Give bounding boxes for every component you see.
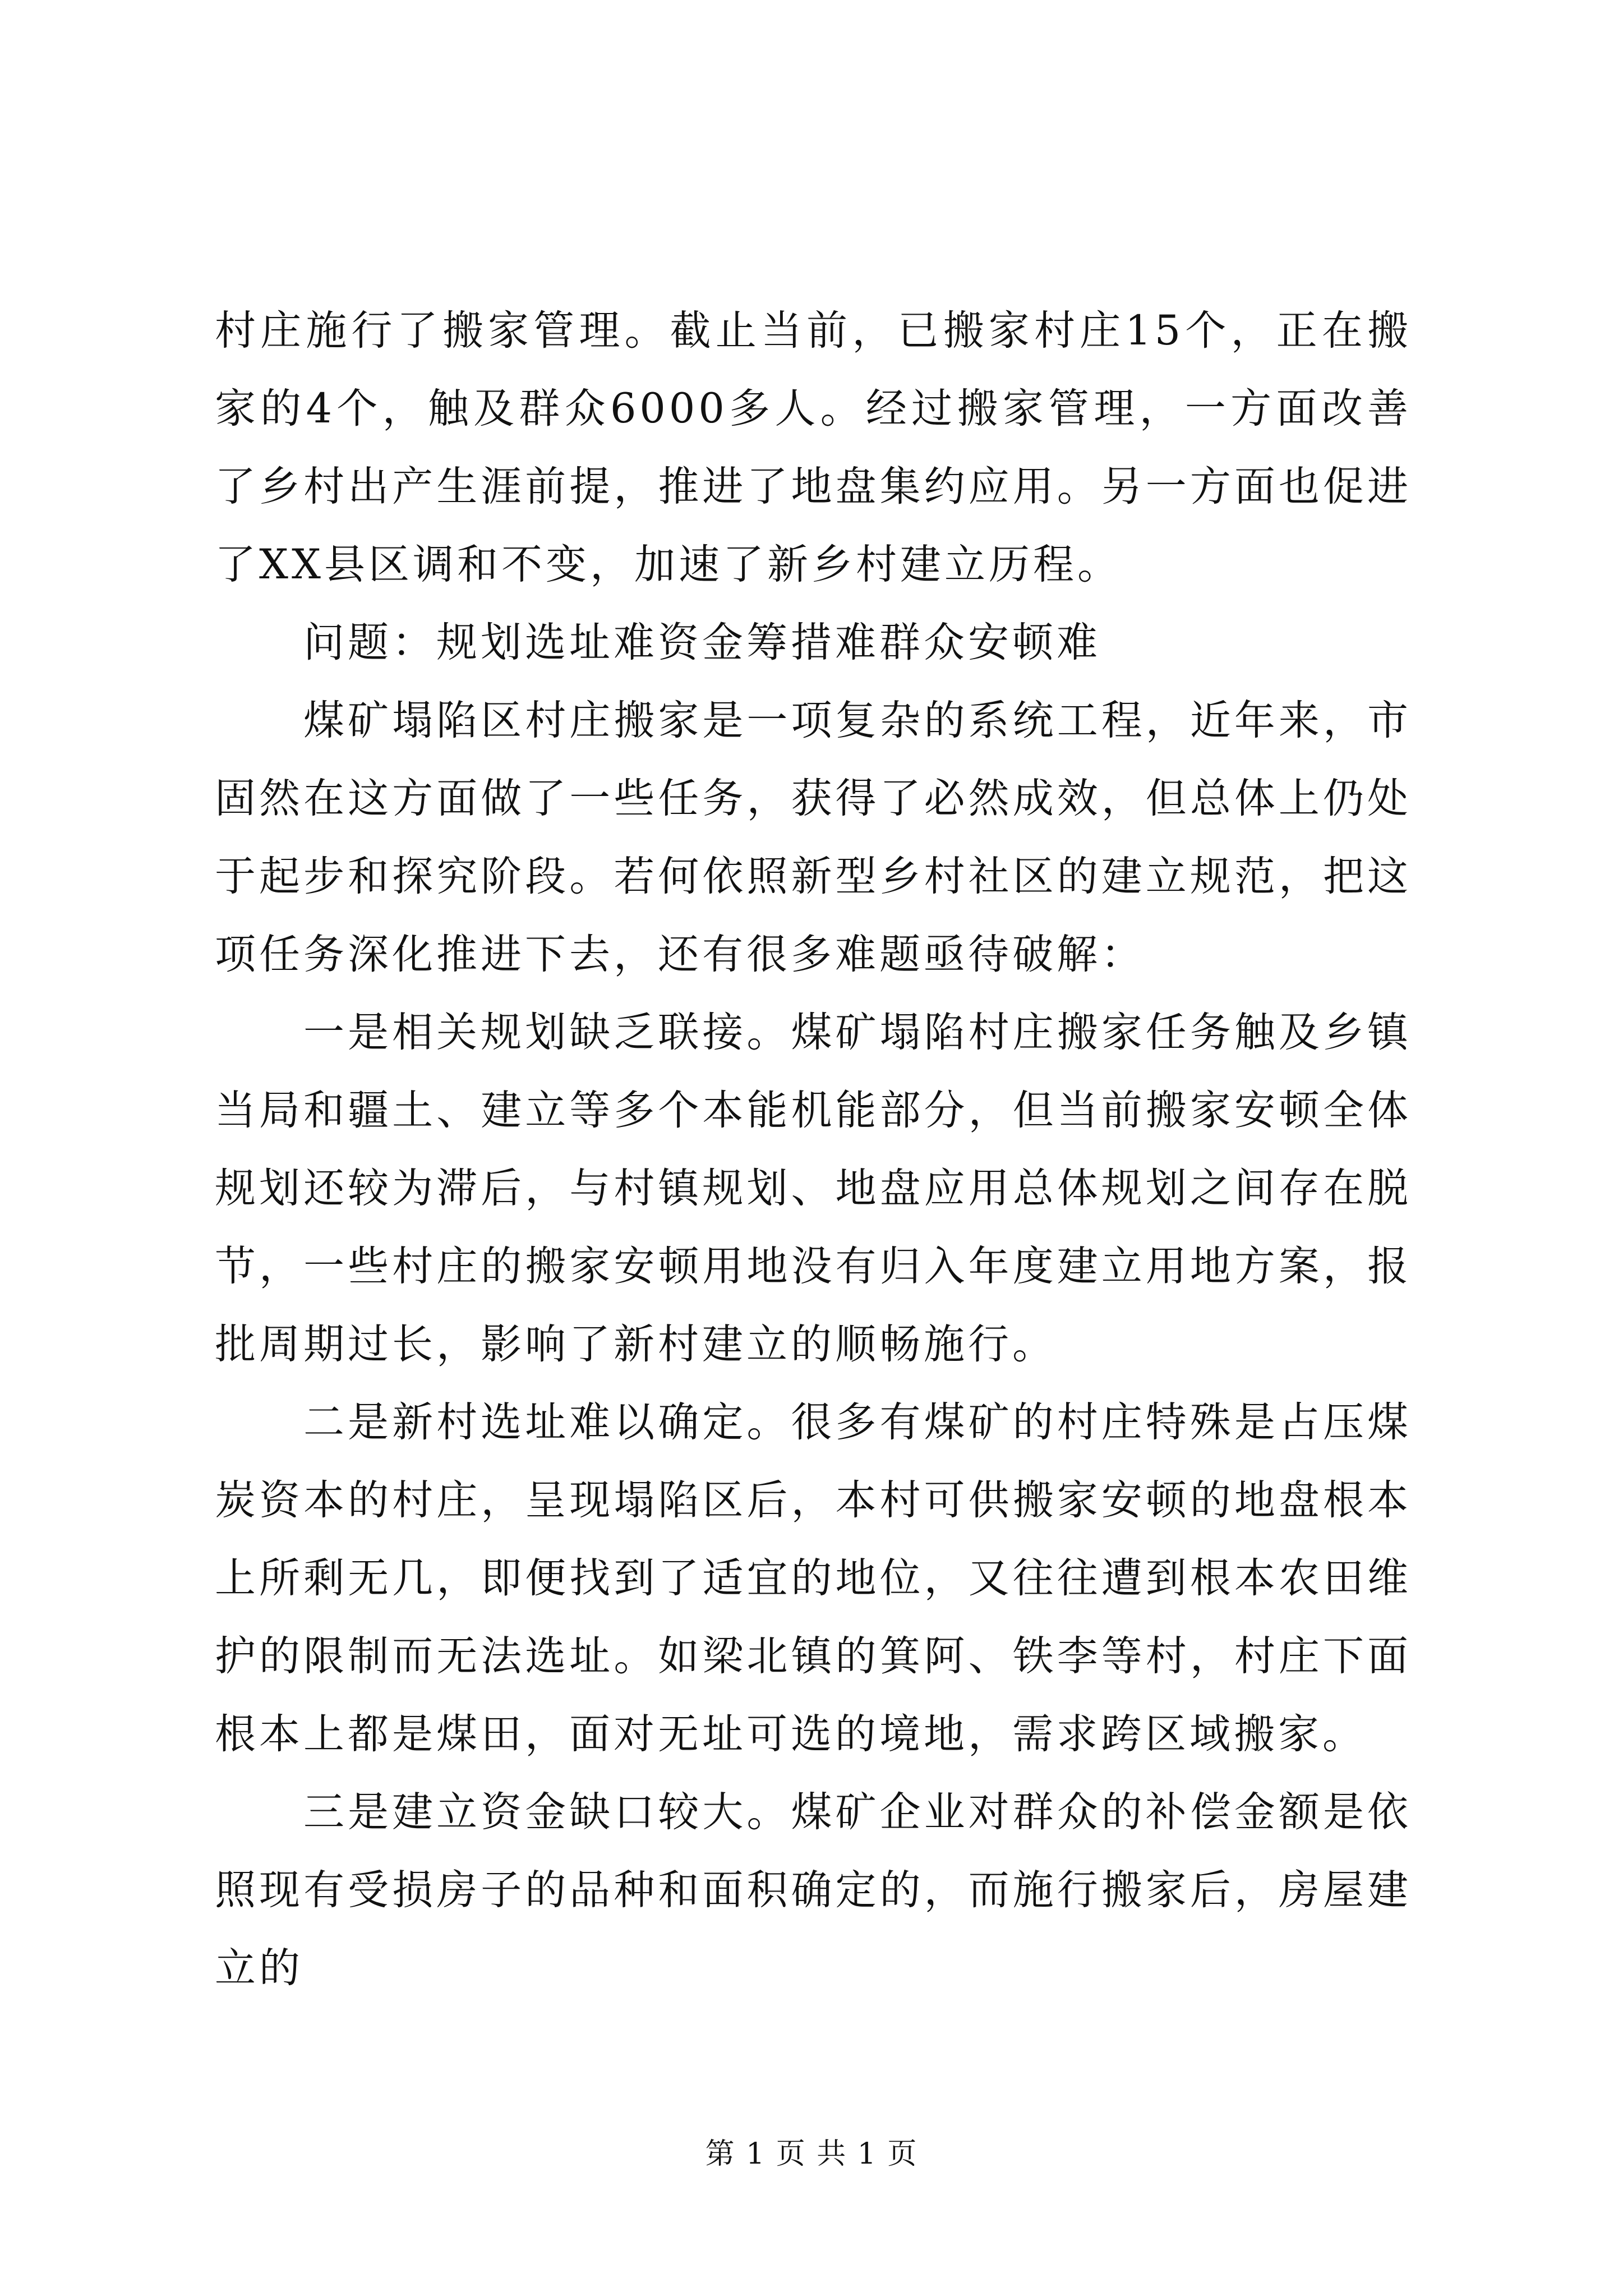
- paragraph: 三是建立资金缺口较大。煤矿企业对群众的补偿金额是依照现有受损房子的品种和面积确定的，而施行搬家后，房屋建立的: [215, 1788, 1412, 1992]
- document-body: [215, 292, 1412, 2007]
- paragraph: 村庄施行了搬家管理。截止当前，已搬家村庄15个，正在搬家的4个，触及群众6000多人。经过搬家管理，一方面改善了乡村出产生涯前提，推进了地盘集约应用。另一方面也促进了XX县区调和不变，加速了新乡村建立历程。: [215, 307, 1412, 588]
- paragraph: 煤矿塌陷区村庄搬家是一项复杂的系统工程，近年来，市固然在这方面做了一些任务，获得了必然成效，但总体上仍处于起步和探究阶段。若何依照新型乡村社区的建立规范，把这项任务深化推进下去，还有很多难题亟待破解：: [215, 697, 1412, 978]
- paragraph-heading: 问题：规划选址难资金筹措难群众安顿难: [303, 619, 1101, 666]
- page-number-footer: 第 1 页 共 1 页: [705, 2137, 918, 2171]
- paragraph: 一是相关规划缺乏联接。煤矿塌陷村庄搬家任务触及乡镇当局和疆土、建立等多个本能机能部分，但当前搬家安顿全体规划还较为滞后，与村镇规划、地盘应用总体规划之间存在脱节，一些村庄的搬家安顿用地没有归入年度建立用地方案，报批周期过长，影响了新村建立的顺畅施行。: [215, 1009, 1412, 1368]
- paragraph: 二是新村选址难以确定。很多有煤矿的村庄特殊是占压煤炭资本的村庄，呈现塌陷区后，本村可供搬家安顿的地盘根本上所剩无几，即便找到了适宜的地位，又往往遭到根本农田维护的限制而无法选址。如梁北镇的箕阿、铁李等村，村庄下面根本上都是煤田，面对无址可选的境地，需求跨区域搬家。: [215, 1398, 1412, 1758]
